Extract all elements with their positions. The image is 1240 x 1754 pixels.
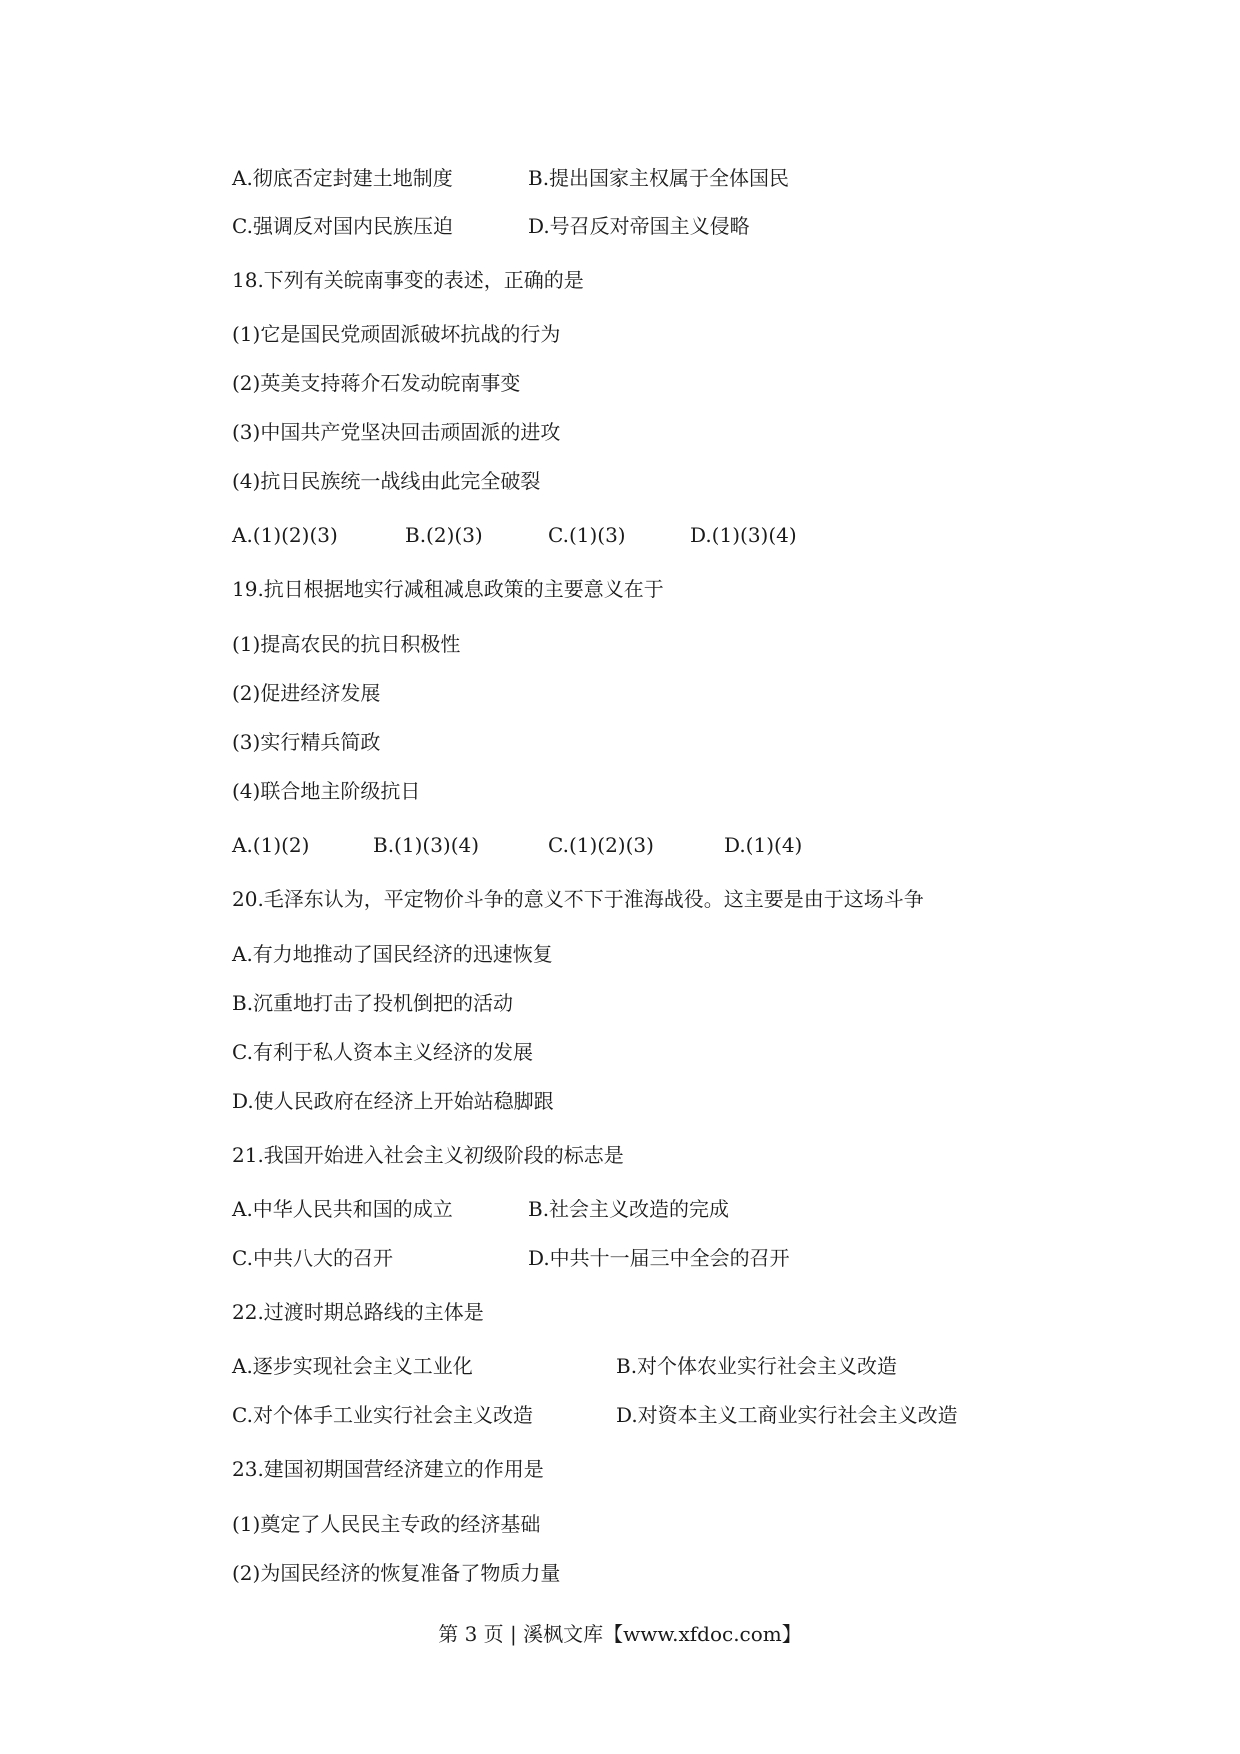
q17-option-b: B.提出国家主权属于全体国民 bbox=[528, 166, 790, 190]
q19-stem: 19.抗日根据地实行减租减息政策的主要意义在于 bbox=[232, 577, 664, 601]
q20-option-c: C.有利于私人资本主义经济的发展 bbox=[232, 1040, 533, 1064]
q21-stem: 21.我国开始进入社会主义初级阶段的标志是 bbox=[232, 1143, 624, 1167]
q22-option-b: B.对个体农业实行社会主义改造 bbox=[616, 1354, 898, 1378]
q18-stem: 18.下列有关皖南事变的表述，正确的是 bbox=[232, 268, 584, 292]
q18-item-3: (3)中国共产党坚决回击顽固派的进攻 bbox=[232, 420, 561, 444]
q22-option-a: A.逐步实现社会主义工业化 bbox=[232, 1354, 473, 1378]
q20-option-d: D.使人民政府在经济上开始站稳脚跟 bbox=[232, 1089, 554, 1113]
q17-option-c: C.强调反对国内民族压迫 bbox=[232, 214, 453, 238]
q20-option-a: A.有力地推动了国民经济的迅速恢复 bbox=[232, 942, 553, 966]
q19-item-3: (3)实行精兵简政 bbox=[232, 730, 381, 754]
q19-item-4: (4)联合地主阶级抗日 bbox=[232, 779, 421, 803]
q18-item-1: (1)它是国民党顽固派破坏抗战的行为 bbox=[232, 322, 561, 346]
q18-option-d: D.(1)(3)(4) bbox=[690, 523, 797, 547]
q17-option-d: D.号召反对帝国主义侵略 bbox=[528, 214, 750, 238]
q19-option-c: C.(1)(2)(3) bbox=[548, 833, 654, 857]
q23-item-1: (1)奠定了人民民主专政的经济基础 bbox=[232, 1512, 541, 1536]
q23-stem: 23.建国初期国营经济建立的作用是 bbox=[232, 1457, 544, 1481]
q18-option-c: C.(1)(3) bbox=[548, 523, 626, 547]
q19-item-2: (2)促进经济发展 bbox=[232, 681, 381, 705]
q20-option-b: B.沉重地打击了投机倒把的活动 bbox=[232, 991, 514, 1015]
q18-option-a: A.(1)(2)(3) bbox=[232, 523, 338, 547]
q21-option-c: C.中共八大的召开 bbox=[232, 1246, 393, 1270]
q21-option-a: A.中华人民共和国的成立 bbox=[232, 1197, 453, 1221]
q19-item-1: (1)提高农民的抗日积极性 bbox=[232, 632, 461, 656]
q19-option-a: A.(1)(2) bbox=[232, 833, 310, 857]
q23-item-2: (2)为国民经济的恢复准备了物质力量 bbox=[232, 1561, 561, 1585]
q20-stem: 20.毛泽东认为，平定物价斗争的意义不下于淮海战役。这主要是由于这场斗争 bbox=[232, 887, 924, 911]
q22-option-c: C.对个体手工业实行社会主义改造 bbox=[232, 1403, 533, 1427]
q21-option-b: B.社会主义改造的完成 bbox=[528, 1197, 730, 1221]
q18-option-b: B.(2)(3) bbox=[405, 523, 483, 547]
q19-option-b: B.(1)(3)(4) bbox=[373, 833, 480, 857]
q19-option-d: D.(1)(4) bbox=[724, 833, 803, 857]
q18-item-2: (2)英美支持蒋介石发动皖南事变 bbox=[232, 371, 521, 395]
q17-option-a: A.彻底否定封建土地制度 bbox=[232, 166, 453, 190]
q18-item-4: (4)抗日民族统一战线由此完全破裂 bbox=[232, 469, 541, 493]
q22-stem: 22.过渡时期总路线的主体是 bbox=[232, 1300, 484, 1324]
page-footer: 第 3 页 | 溪枫文库【www.xfdoc.com】 bbox=[438, 1622, 802, 1646]
q22-option-d: D.对资本主义工商业实行社会主义改造 bbox=[616, 1403, 958, 1427]
q21-option-d: D.中共十一届三中全会的召开 bbox=[528, 1246, 790, 1270]
